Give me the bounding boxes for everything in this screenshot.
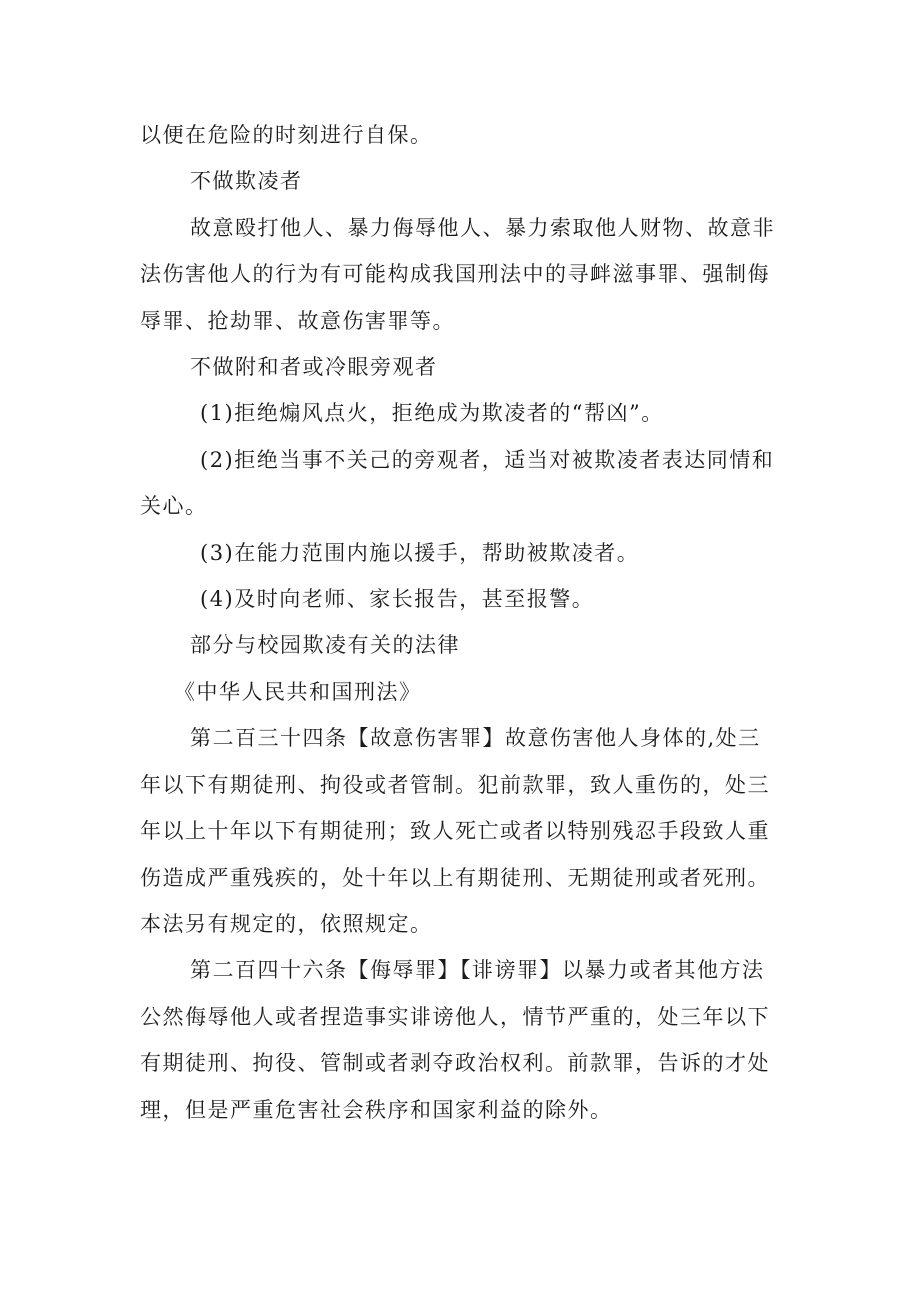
list-item-4: (4)及时向老师、家长报告，甚至报警。 xyxy=(200,587,595,612)
list-item-1: (1)拒绝煽风点火，拒绝成为欺凌者的“帮凶”。 xyxy=(200,401,664,426)
document-body xyxy=(140,112,782,1133)
heading-not-bystander: 不做附和者或冷眼旁观者 xyxy=(190,355,438,380)
heading-not-bully: 不做欺凌者 xyxy=(190,169,303,194)
paragraph-continuation: 以便在危险的时刻进行自保。 xyxy=(140,123,433,147)
law-title: 《中华人民共和国刑法》 xyxy=(174,679,422,704)
list-item-3: (3)在能力范围内施以援手，帮助被欺凌者。 xyxy=(200,540,640,565)
article-246: 第二百四十六条【侮辱罪】【诽谤罪】以暴力或者其他方法公然侮辱他人或者捏造事实诽谤他人，情节严重的，处三年以下有期徒刑、拘役、管制或者剥夺政治权利。前款罪，告诉的才处理，但是严重危害社会秩序和国家利益的除外。 xyxy=(140,958,770,1122)
heading-related-laws: 部分与校园欺凌有关的法律 xyxy=(190,633,460,658)
article-234: 第二百三十四条【故意伤害罪】故意伤害他人身体的,处三年以下有期徒刑、拘役或者管制。犯前款罪，致人重伤的，处三年以上十年以下有期徒刑；致人死亡或者以特别残忍手段致人重伤造成严重残疾的，处十年以上有期徒刑、无期徒刑或者死刑。本法另有规定的，依照规定。 xyxy=(140,726,770,936)
list-item-2: (2)拒绝当事不关己的旁观者，适当对被欺凌者表达同情和关心。 xyxy=(140,447,775,519)
paragraph-bully-crimes: 故意殴打他人、暴力侮辱他人、暴力索取他人财物、故意非法伤害他人的行为有可能构成我国刑法中的寻衅滋事罪、强制侮辱罪、抢劫罪、故意伤害罪等。 xyxy=(140,215,775,333)
